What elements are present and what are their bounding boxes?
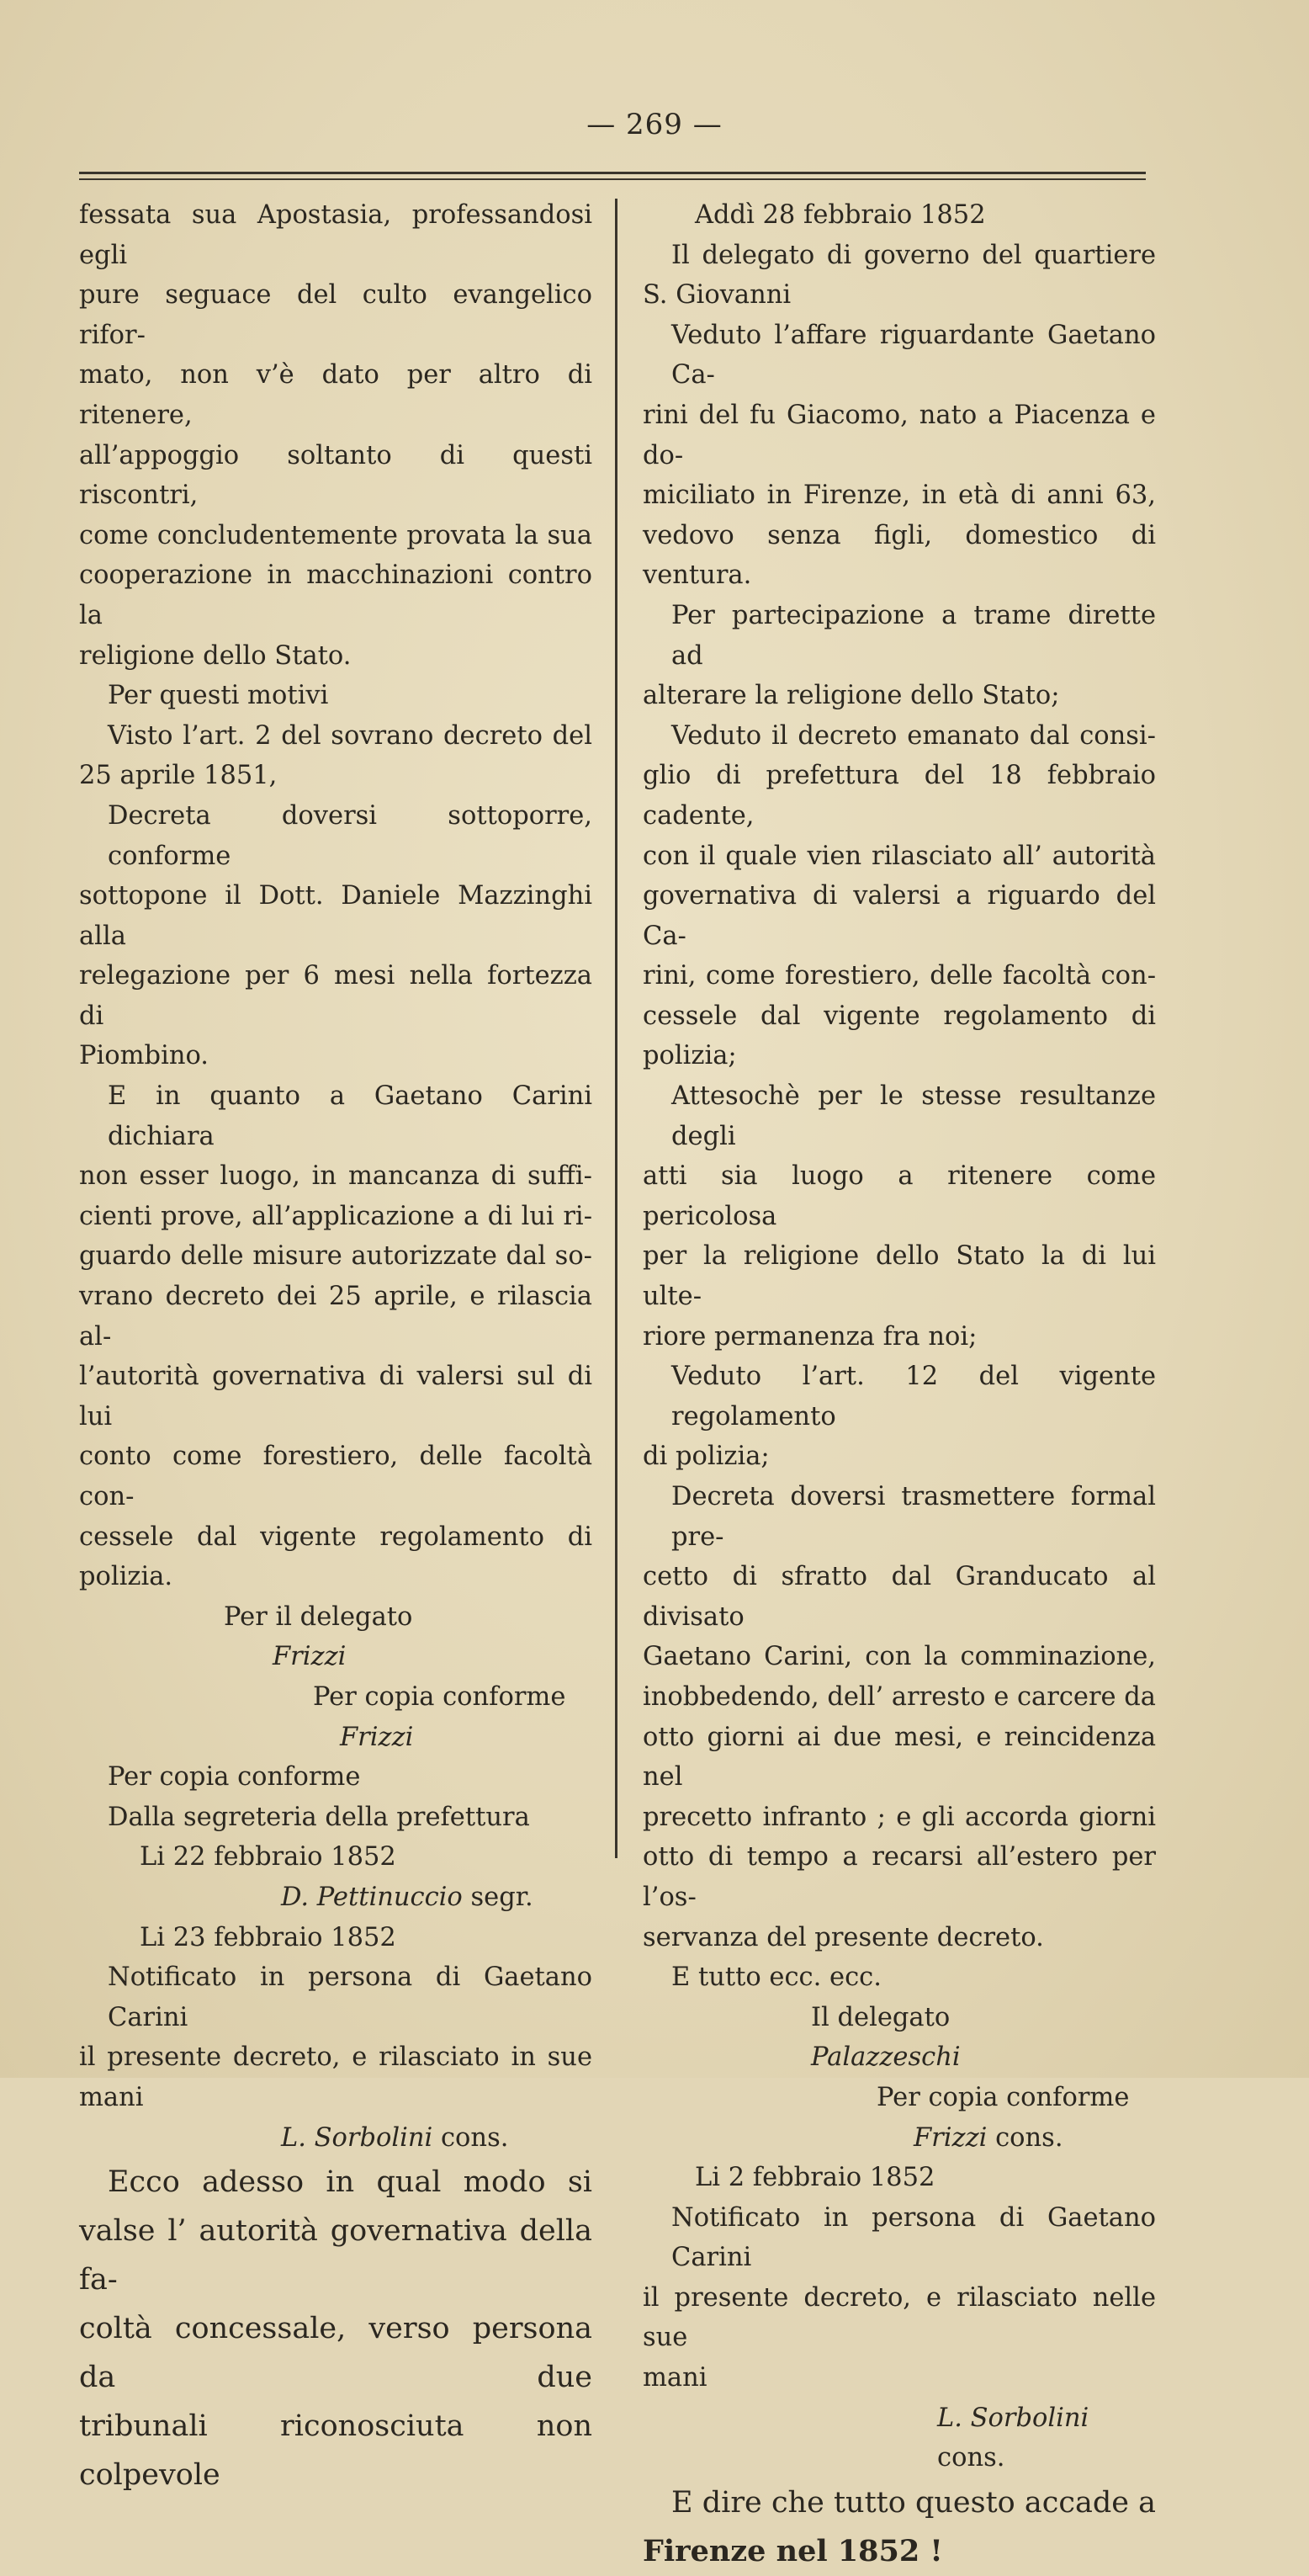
date-line: Li 23 febbraio 1852 — [140, 1922, 396, 1952]
text-line: tribunali riconosciuta non colpevole — [79, 2409, 592, 2493]
text-line: mani — [79, 2082, 144, 2112]
text-line: Veduto l’art. 12 del vigente regolamento — [671, 1362, 1156, 1431]
text-line: glio di prefettura del 18 febbraio cadente, — [643, 761, 1156, 831]
text-line: servanza del presente decreto. — [643, 1922, 1044, 1952]
text-line: Veduto l’affare riguardante Gaetano Ca- — [671, 320, 1156, 390]
text-line: Per partecipazione a trame dirette ad — [671, 600, 1156, 671]
text-line: S. Giovanni — [643, 280, 792, 311]
signature-name: D. Pettinuccio — [281, 1882, 463, 1912]
text-line: vedovo senza figli, domestico di ventura. — [643, 520, 1156, 591]
text-line: governativa di valersi a riguardo del Ca- — [643, 881, 1156, 951]
signature-line: Il delegato — [811, 2002, 951, 2032]
text-line: inobbedendo, dell’ arresto e carcere da — [643, 1681, 1156, 1712]
signature-title: segr. — [462, 1882, 533, 1912]
header-rule-thin — [79, 178, 1146, 180]
column-divider — [615, 199, 617, 1858]
text-line: Decreta doversi trasmettere formal pre- — [671, 1482, 1156, 1552]
text-line: Notificato in persona di Gaetano Carini — [108, 1963, 592, 2032]
text-line: all’appoggio soltanto di questi riscontri, — [79, 440, 592, 511]
text-line: mani — [643, 2363, 707, 2393]
date-line: Li 22 febbraio 1852 — [140, 1842, 396, 1872]
signature-line: Per il delegato — [224, 1601, 413, 1632]
text-line: E dire che tutto questo accade a — [671, 2485, 1156, 2520]
signature-line: Per copia conforme — [108, 1762, 361, 1793]
text-line: E in quanto a Gaetano Carini dichiara — [108, 1081, 592, 1151]
text-line: mato, non v’è dato per altro di ritenere, — [79, 360, 592, 430]
text-line: vrano decreto dei 25 aprile, e rilascia al- — [79, 1282, 592, 1352]
header-rule — [79, 172, 1146, 174]
text-line: cetto di sfratto dal Granducato al divisato — [643, 1562, 1156, 1632]
signature-line: Dalla segreteria della prefettura — [108, 1802, 530, 1832]
text-line: sottopone il Dott. Daniele Mazzinghi alla — [79, 881, 592, 951]
text-line: per la religione dello Stato la di lui ulte- — [643, 1241, 1156, 1312]
text-line: il presente decreto, e rilasciato in sue — [79, 2042, 592, 2073]
text-line: religione dello Stato. — [79, 640, 352, 671]
text-line: Attesochè per le stesse resultanze degli — [671, 1081, 1156, 1151]
text-line: relegazione per 6 mesi nella fortezza di — [79, 961, 592, 1031]
text-line: cienti prove, all’applicazione a di lui ri- — [79, 1201, 592, 1231]
signature-title: cons. — [937, 2443, 1005, 2473]
text-line: l’autorità governativa di valersi sul di lui — [79, 1362, 592, 1431]
text-line: di polizia; — [643, 1442, 770, 1472]
text-line: 25 aprile 1851, — [79, 761, 278, 791]
text-line: E tutto ecc. ecc. — [671, 1963, 882, 1993]
text-line: Firenze nel 1852 ! — [643, 2533, 943, 2568]
signature-name: L. Sorbolini — [281, 2122, 433, 2153]
text-line: coltà concessale, verso persona da due — [79, 2312, 592, 2395]
text-line: miciliato in Firenze, in età di anni 63, — [643, 481, 1156, 511]
text-line: otto di tempo a recarsi all’estero per l’os- — [643, 1842, 1156, 1912]
date-line: Li 2 febbraio 1852 — [695, 2163, 935, 2193]
text-line: con il quale vien rilasciato all’ autorità — [643, 841, 1156, 871]
signature-name: L. Sorbolini — [937, 2403, 1089, 2433]
text-line: atti sia luogo a ritenere come pericolosa — [643, 1161, 1156, 1231]
text-line: Piombino. — [79, 1041, 209, 1071]
text-line: fessata sua Apostasia, professandosi egli — [79, 200, 592, 270]
text-line: conto come forestiero, delle facoltà con- — [79, 1442, 592, 1511]
text-line: Visto l’art. 2 del sovrano decreto del — [108, 720, 592, 751]
text-line: guardo delle misure autorizzate dal so- — [79, 1241, 592, 1272]
text-line: come concludentemente provata la sua — [79, 520, 592, 550]
text-line: Veduto il decreto emanato dal consi- — [671, 720, 1156, 751]
text-line: otto giorni ai due mesi, e reincidenza nel — [643, 1722, 1156, 1793]
text-line: cessele dal vigente regolamento di polizia; — [643, 1001, 1156, 1071]
signature-name: Palazzeschi — [811, 2042, 961, 2073]
signature-title: cons. — [432, 2122, 509, 2153]
text-line: cooperazione in macchinazioni contro la — [79, 560, 592, 630]
text-line: precetto infranto ; e gli accorda giorni — [643, 1802, 1156, 1832]
text-line: cessele dal vigente regolamento di polizia. — [79, 1522, 592, 1592]
text-line: non esser luogo, in mancanza di suffi- — [79, 1161, 592, 1192]
text-line: alterare la religione dello Stato; — [643, 681, 1060, 711]
signature-name: Frizzi — [340, 1722, 414, 1752]
signature-title: cons. — [987, 2122, 1063, 2153]
text-line: Notificato in persona di Gaetano Carini — [671, 2202, 1156, 2273]
signature-line: Per copia conforme — [877, 2082, 1130, 2112]
text-line: pure seguace del culto evangelico rifor- — [79, 280, 592, 350]
left-column — [79, 195, 592, 2499]
text-line: valse l’ autorità governativa della fa- — [79, 2214, 592, 2297]
text-line: il presente decreto, e rilasciato nelle sue — [643, 2282, 1156, 2353]
text-line: Decreta doversi sottoporre, conforme — [108, 800, 592, 871]
text-line: Il delegato di governo del quartiere — [671, 240, 1156, 270]
text-line: rini del fu Giacomo, nato a Piacenza e do- — [643, 400, 1156, 470]
page-header: — 269 — — [586, 108, 723, 141]
right-column — [643, 195, 1156, 2576]
text-line: riore permanenza fra noi; — [643, 1321, 978, 1352]
signature-name: Frizzi — [914, 2122, 988, 2153]
date-line: Addì 28 febbraio 1852 — [695, 200, 986, 230]
text-line: Gaetano Carini, con la comminazione, — [643, 1642, 1156, 1672]
text-line: Ecco adesso in qual modo si — [108, 2165, 592, 2200]
motivi-line: Per questi motivi — [108, 681, 329, 711]
text-line: rini, come forestiero, delle facoltà con- — [643, 961, 1156, 991]
signature-line: Per copia conforme — [313, 1681, 566, 1712]
signature-name: Frizzi — [273, 1642, 347, 1672]
